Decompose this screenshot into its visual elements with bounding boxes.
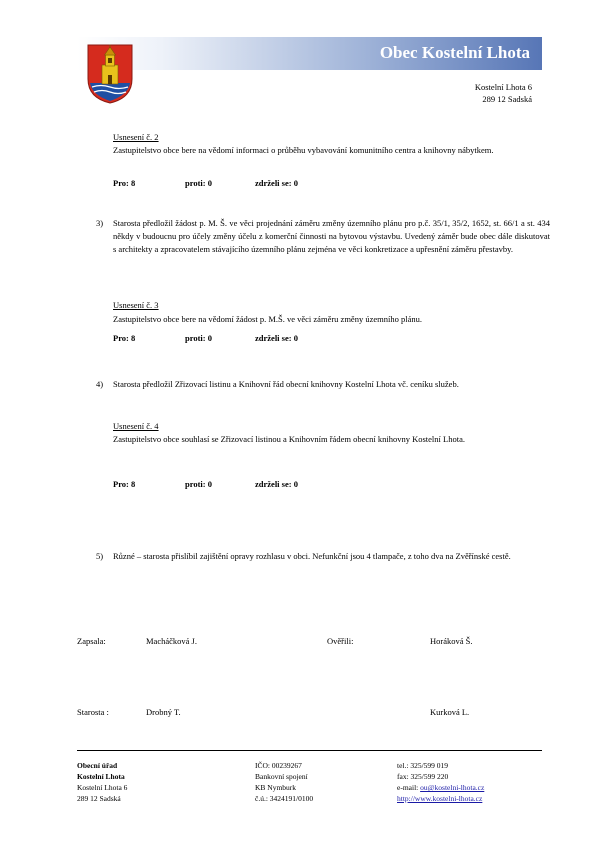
vote-zdrzel: zdrželi se: 0 xyxy=(255,178,298,188)
footer-divider xyxy=(77,750,542,751)
footer-phone: tel.: 325/599 019 xyxy=(397,761,449,770)
footer-email-label: e-mail: xyxy=(397,783,421,792)
address-line-1: Kostelní Lhota 6 xyxy=(474,82,532,92)
footer-fax: fax: 325/599 220 xyxy=(397,772,449,781)
vote-pro: Pro: 8 xyxy=(113,178,136,188)
resolution-2-label: Usnesení č. 2 xyxy=(113,132,159,142)
footer-office-village: Kostelní Lhota xyxy=(77,772,125,781)
footer-office-street: Kostelní Lhota 6 xyxy=(77,783,128,792)
item-4-text: Starosta předložil Zřizovací listinu a Knihovní řád obecní knihovny Kostelní Lhota vč. ceníku služeb. xyxy=(113,379,459,389)
footer-bank-name: KB Nymburk xyxy=(255,783,297,792)
footer-office xyxy=(77,760,127,804)
email-link[interactable]: ou@kostelni-lhota.cz xyxy=(420,783,485,792)
municipality-title: Obec Kostelní Lhota xyxy=(379,43,530,62)
footer-contact xyxy=(397,760,484,804)
footer-ico: IČO: 00239267 xyxy=(255,761,302,770)
vote-proti: proti: 0 xyxy=(185,333,212,343)
overili-name-2: Kurková L. xyxy=(430,707,470,717)
resolution-3-label: Usnesení č. 3 xyxy=(113,300,159,310)
item-4-number: 4) xyxy=(96,379,104,389)
footer-email-row xyxy=(397,782,484,793)
website-link[interactable]: http://www.kostelni-lhota.cz xyxy=(397,794,483,803)
vote-proti: proti: 0 xyxy=(185,178,212,188)
vote-zdrzel: zdrželi se: 0 xyxy=(255,479,298,489)
item-5-text: Různé – starosta přislíbil zajištění opravy rozhlasu v obci. Nefunkční jsou 4 tlampače, z toho dva na Zvěřínské cestě. xyxy=(113,551,511,561)
vote-pro: Pro: 8 xyxy=(113,333,136,343)
starosta-name: Drobný T. xyxy=(146,707,181,717)
vote-zdrzel: zdrželi se: 0 xyxy=(255,333,298,343)
footer-bank xyxy=(255,760,313,804)
resolution-4-text: Zastupitelstvo obce souhlasí se Zřizovací listinou a Knihovním řádem obecní knihovny Kostelní Lhota. xyxy=(113,434,465,444)
zapsala-name: Macháčková J. xyxy=(146,636,197,646)
resolution-2-text: Zastupitelstvo obce bere na vědomí informaci o průběhu vybavování komunitního centra a knihovny nábytkem. xyxy=(113,145,494,155)
footer-bank-label: Bankovní spojení xyxy=(255,772,308,781)
resolution-4-label: Usnesení č. 4 xyxy=(113,421,159,431)
item-3-number: 3) xyxy=(96,218,104,228)
coat-of-arms-icon xyxy=(86,43,134,105)
resolution-3-text: Zastupitelstvo obce bere na vědomí žádost p. M.Š. ve věci záměru změny územního plánu. xyxy=(113,314,422,324)
footer-office-zip: 289 12 Sadská xyxy=(77,794,121,803)
zapsala-label: Zapsala: xyxy=(77,636,106,646)
footer-account: č.ú.: 3424191/0100 xyxy=(255,794,314,803)
address-line-2: 289 12 Sadská xyxy=(482,94,532,104)
starosta-label: Starosta : xyxy=(77,707,109,717)
footer-office-name: Obecní úřad xyxy=(77,761,118,770)
vote-pro: Pro: 8 xyxy=(113,479,136,489)
header-banner xyxy=(77,37,542,70)
overili-label: Ověřili: xyxy=(327,636,354,646)
item-5-number: 5) xyxy=(96,551,104,561)
vote-proti: proti: 0 xyxy=(185,479,212,489)
overili-name-1: Horáková Š. xyxy=(430,636,473,646)
item-3-text: Starosta předložil žádost p. M. Š. ve věci projednání záměru změny územního plánu pro p.č. 35/1, 35/2, 1652, st. 66/1 a st. 434 někdy v budoucnu pro účely změny účelu z komerční činnosti na bytovou výstavbu. Uvedený záměr bude obec dále diskutovat s architekty a zpracovatelem stávajícího územního plánu zejména ve věci konkretizace a upřesnění záměru přestavby. xyxy=(113,218,550,255)
